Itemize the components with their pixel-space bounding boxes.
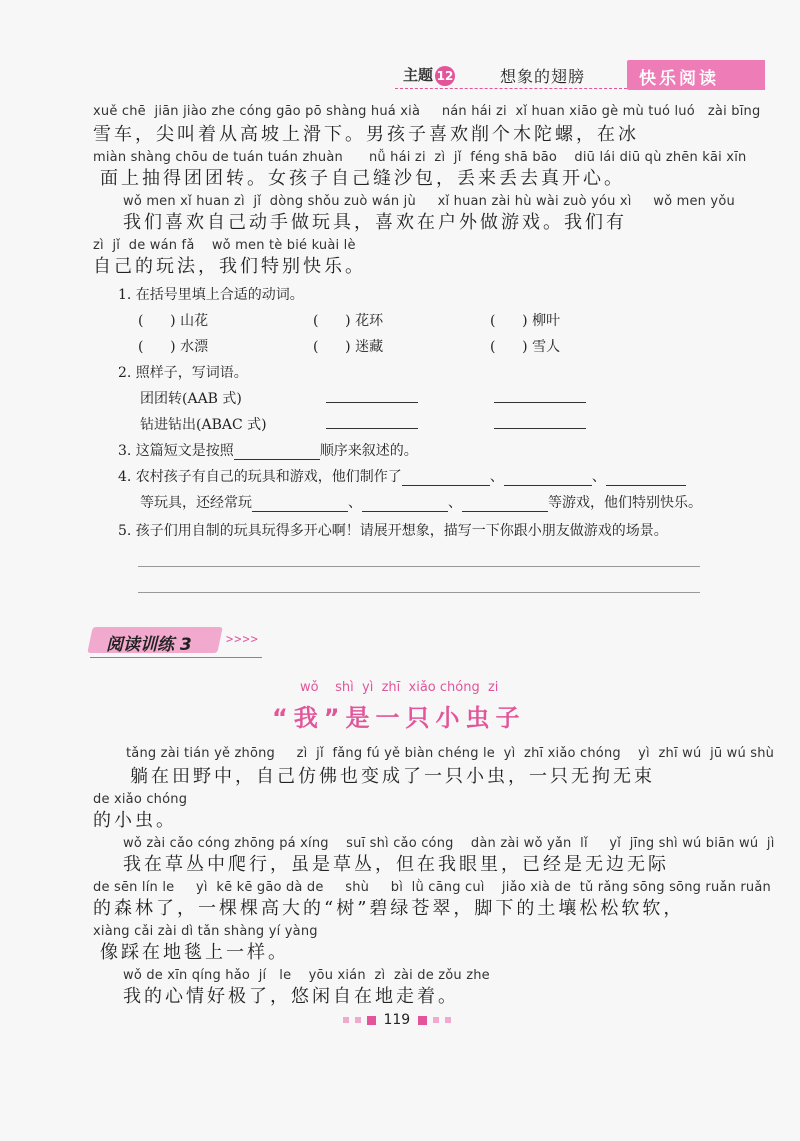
theme-number-badge: 12 xyxy=(435,66,455,86)
hanzi-line: 我在草丛中爬行，虽是草丛，但在我眼里，已经是无边无际 xyxy=(123,854,669,875)
theme-tag-label: 主题 xyxy=(403,66,434,84)
chevrons-icon: >>>> xyxy=(226,632,259,646)
decor-dot xyxy=(355,1017,361,1023)
reading-practice-banner xyxy=(90,627,262,655)
hanzi-line: 面上抽得团团转。女孩子自己缝沙包，丢来丢去真开心。 xyxy=(100,168,625,189)
q1-blank-item[interactable]: ( ) 花环 xyxy=(313,313,384,329)
theme-tag xyxy=(403,64,455,86)
question-2: 2. 照样子，写词语。 xyxy=(118,365,248,381)
hanzi-line: 我们喜欢自己动手做玩具，喜欢在户外做游戏。我们有 xyxy=(123,212,627,233)
q4-answer-blank[interactable] xyxy=(606,471,686,486)
page-header xyxy=(395,58,765,94)
q4-separator: 、 xyxy=(448,495,462,511)
q4-line2-prefix: 等玩具，还经常玩 xyxy=(140,495,252,511)
banner-label-text: 阅读训练 xyxy=(106,635,174,655)
pinyin-line: tǎng zài tián yě zhōng zì jǐ fǎng fú yě biàn chéng le yì zhī xiǎo chóng yì zhī wú jū wú shù xyxy=(126,746,775,761)
banner-underline xyxy=(90,657,262,658)
q4-separator: 、 xyxy=(348,495,362,511)
q2-example-abac: 钻进钻出(ABAC 式) xyxy=(140,417,267,433)
hanzi-line: 自己的玩法，我们特别快乐。 xyxy=(93,256,366,277)
hanzi-line: 雪车，尖叫着从高坡上滑下。男孩子喜欢削个木陀螺，在冰 xyxy=(93,124,639,145)
q2-answer-blank[interactable] xyxy=(494,428,586,429)
section-badge-label: 快乐阅读 xyxy=(639,69,719,89)
q3-answer-blank[interactable] xyxy=(234,445,320,460)
question-4 xyxy=(118,466,686,486)
page-footer xyxy=(340,1012,454,1028)
pinyin-line: wǒ de xīn qíng hǎo jí le yōu xián zì zài de zǒu zhe xyxy=(123,968,490,983)
q1-blank-item[interactable]: ( ) 迷藏 xyxy=(313,339,384,355)
q4-prefix: 4. 农村孩子有自己的玩具和游戏，他们制作了 xyxy=(118,469,402,485)
pinyin-line: de xiǎo chóng xyxy=(93,792,188,807)
hanzi-line: 的森林了，一棵棵高大的“树”碧绿苍翠，脚下的土壤松松软软， xyxy=(93,898,685,919)
banner-label xyxy=(106,630,192,655)
q1-blank-item[interactable]: ( ) 柳叶 xyxy=(490,313,561,329)
hanzi-line: 的小虫。 xyxy=(93,810,177,831)
pinyin-line: xuě chē jiān jiào zhe cóng gāo pō shàng huá xià nán hái zi xǐ huan xiāo gè mù tuó luó zài bīng xyxy=(93,104,761,119)
theme-title: 想象的翅膀 xyxy=(500,67,586,86)
header-divider xyxy=(395,88,627,89)
q4-separator: 、 xyxy=(489,469,504,485)
decor-dot xyxy=(445,1017,451,1023)
question-4-line-2 xyxy=(140,492,702,512)
hanzi-line: 躺在田野中，自己仿佛也变成了一只小虫，一只无拘无束 xyxy=(130,766,655,787)
pinyin-line: miàn shàng chōu de tuán tuán zhuàn nǚ hái zi zì jǐ féng shā bāo diū lái diū qù zhēn kāi xīn xyxy=(93,150,747,165)
hanzi-line: 我的心情好极了，悠闲自在地走着。 xyxy=(123,986,459,1007)
q4-answer-blank[interactable] xyxy=(252,497,348,512)
pinyin-line: xiàng cǎi zài dì tǎn shàng yí yàng xyxy=(93,924,318,939)
decor-dot xyxy=(418,1016,427,1025)
q5-answer-line[interactable] xyxy=(138,592,700,593)
decor-dot xyxy=(433,1017,439,1023)
q4-answer-blank[interactable] xyxy=(504,471,592,486)
decor-dot xyxy=(367,1016,376,1025)
q4-answer-blank[interactable] xyxy=(402,471,490,486)
q4-answer-blank[interactable] xyxy=(462,497,548,512)
story-title-pinyin: wǒ shì yì zhī xiǎo chóng zi xyxy=(300,680,499,695)
q1-blank-item[interactable]: ( ) 山花 xyxy=(138,313,209,329)
q1-blank-item[interactable]: ( ) 水漂 xyxy=(138,339,209,355)
question-5: 5. 孩子们用自制的玩具玩得多开心啊！请展开想象，描写一下你跟小朋友做游戏的场景。 xyxy=(118,523,668,539)
question-1: 1. 在括号里填上合适的动词。 xyxy=(118,287,304,303)
q2-example-aab: 团团转(AAB 式) xyxy=(140,391,242,407)
section-badge xyxy=(627,60,765,90)
banner-number: 3 xyxy=(179,635,192,655)
pinyin-line: de sēn lín le yì kē kē gāo dà de shù bì lǜ cāng cuì jiǎo xià de tǔ rǎng sōng sōng ruǎn ruǎn xyxy=(93,880,771,895)
page-number: 119 xyxy=(383,1012,411,1028)
hanzi-line: 像踩在地毯上一样。 xyxy=(100,942,289,963)
pinyin-line: wǒ men xǐ huan zì jǐ dòng shǒu zuò wán jù xǐ huan zài hù wài zuò yóu xì wǒ men yǒu xyxy=(123,194,735,209)
q4-separator: 、 xyxy=(591,469,606,485)
q2-answer-blank[interactable] xyxy=(494,402,586,403)
q2-answer-blank[interactable] xyxy=(326,428,418,429)
q2-answer-blank[interactable] xyxy=(326,402,418,403)
q3-prefix: 3. 这篇短文是按照 xyxy=(118,443,234,459)
question-3 xyxy=(118,440,418,460)
pinyin-line: zì jǐ de wán fǎ wǒ men tè bié kuài lè xyxy=(93,238,356,253)
q4-line2-suffix: 等游戏，他们特别快乐。 xyxy=(548,495,702,511)
decor-dot xyxy=(343,1017,349,1023)
q5-answer-line[interactable] xyxy=(138,566,700,567)
pinyin-line: wǒ zài cǎo cóng zhōng pá xíng suī shì cǎo cóng dàn zài wǒ yǎn lǐ yǐ jīng shì wú biān wú jì xyxy=(123,836,775,851)
q4-answer-blank[interactable] xyxy=(362,497,448,512)
q1-blank-item[interactable]: ( ) 雪人 xyxy=(490,339,561,355)
story-title: “我”是一只小虫子 xyxy=(272,704,526,732)
q3-suffix: 顺序来叙述的。 xyxy=(319,443,418,459)
